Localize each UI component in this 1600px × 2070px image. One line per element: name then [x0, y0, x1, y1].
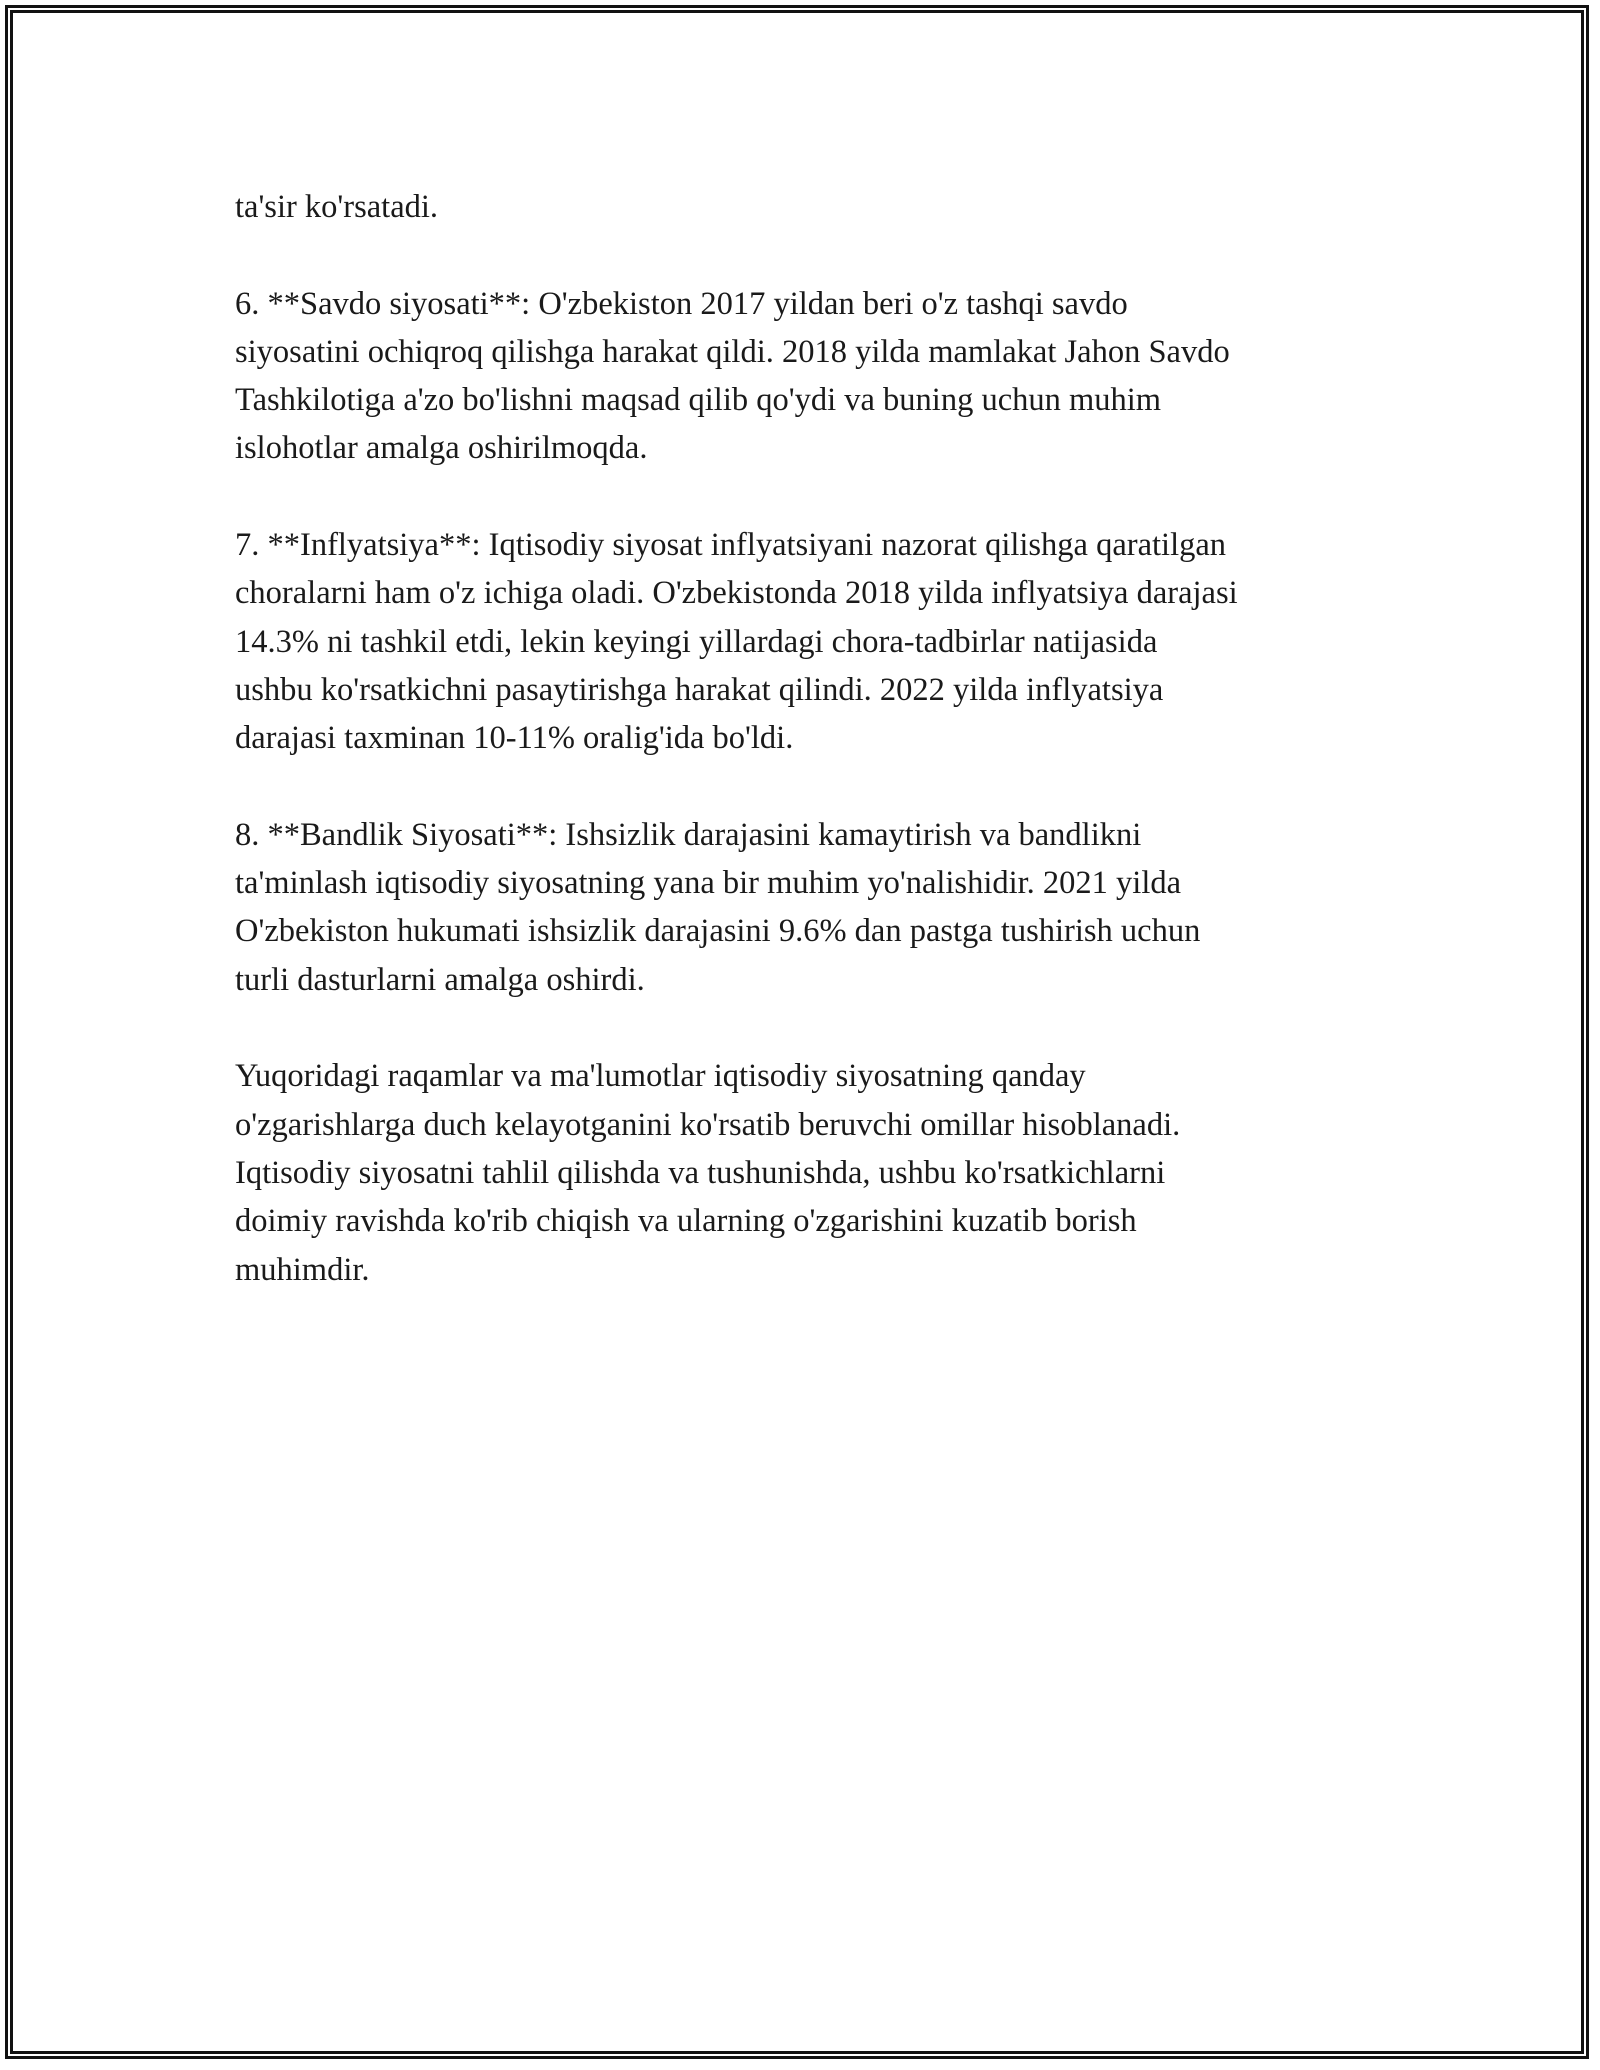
text-line: muhimdir.: [235, 1251, 370, 1288]
paragraph-continuation: [235, 183, 1375, 231]
text-line: o'zgarishlarga duch kelayotganini ko'rsatib beruvchi omillar hisoblanadi.: [235, 1106, 1181, 1143]
text-line: ta'minlash iqtisodiy siyosatning yana bir muhim yo'nalishidir. 2021 yilda: [235, 865, 1182, 902]
paragraph-bandlik-siyosati: [235, 811, 1375, 1004]
text-line: O'zbekiston hukumati ishsizlik darajasini 9.6% dan pastga tushirish uchun: [235, 913, 1201, 950]
paragraph-savdo-siyosati: [235, 280, 1375, 473]
text-line: Iqtisodiy siyosatni tahlil qilishda va tushunishda, ushbu ko'rsatkichlarni: [235, 1154, 1166, 1191]
text-line: 14.3% ni tashkil etdi, lekin keyingi yillardagi chora-tadbirlar natijasida: [235, 623, 1158, 660]
text-line: ushbu ko'rsatkichni pasaytirishga harakat qilindi. 2022 yilda inflyatsiya: [235, 671, 1164, 708]
text-line: darajasi taxminan 10-11% oralig'ida bo'ldi.: [235, 720, 794, 757]
document-body: [235, 183, 1375, 1342]
text-line: 7. **Inflyatsiya**: Iqtisodiy siyosat inflyatsiyani nazorat qilishga qaratilgan: [235, 527, 1227, 564]
text-line: Tashkilotiga a'zo bo'lishni maqsad qilib qo'ydi va buning uchun muhim: [235, 382, 1162, 419]
text-line: ta'sir ko'rsatadi.: [235, 189, 439, 225]
text-line: turli dasturlarni amalga oshirdi.: [235, 961, 645, 998]
text-line: doimiy ravishda ko'rib chiqish va ularning o'zgarishini kuzatib borish: [235, 1203, 1137, 1240]
text-line: 6. **Savdo siyosati**: O'zbekiston 2017 yildan beri o'z tashqi savdo: [235, 285, 1128, 322]
text-line: 8. **Bandlik Siyosati**: Ishsizlik darajasini kamaytirish va bandlikni: [235, 816, 1142, 853]
text-line: siyosatini ochiqroq qilishga harakat qildi. 2018 yilda mamlakat Jahon Savdo: [235, 333, 1230, 370]
text-line: Yuqoridagi raqamlar va ma'lumotlar iqtisodiy siyosatning qanday: [235, 1058, 1086, 1095]
text-line: choralarni ham o'z ichiga oladi. O'zbekistonda 2018 yilda inflyatsiya darajasi: [235, 575, 1238, 612]
paragraph-inflyatsiya: [235, 521, 1375, 762]
text-line: islohotlar amalga oshirilmoqda.: [235, 430, 648, 467]
paragraph-conclusion: [235, 1052, 1375, 1293]
